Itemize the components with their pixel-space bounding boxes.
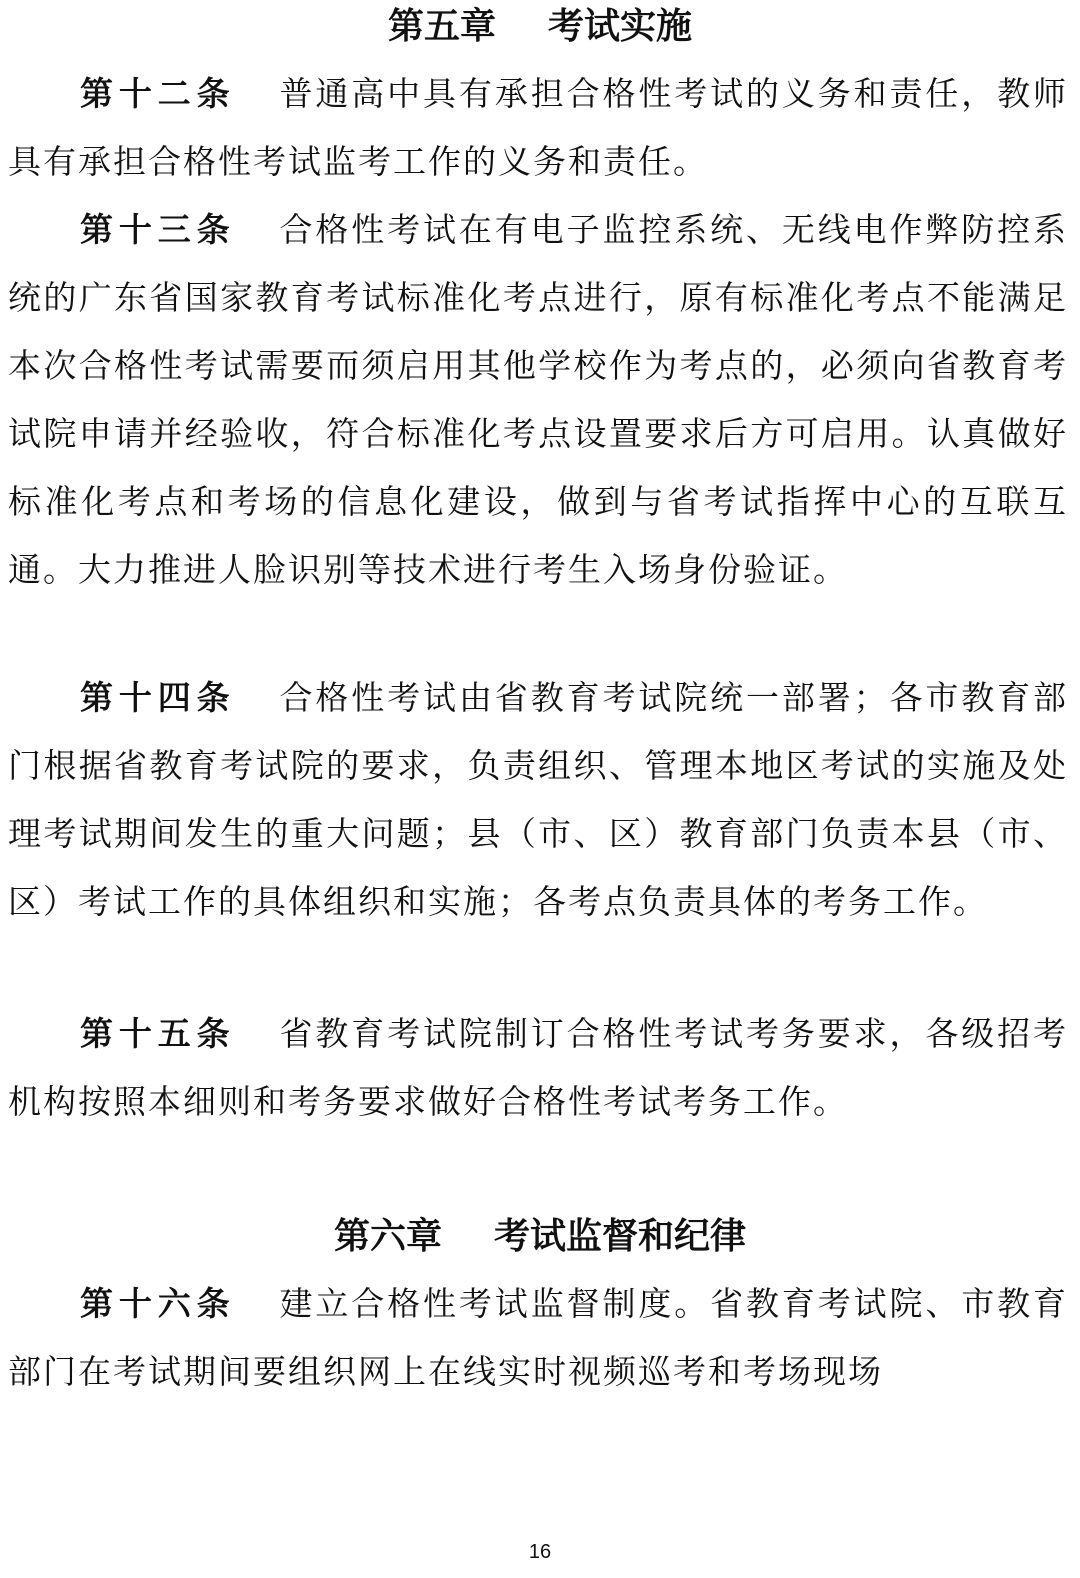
article-14-text: 合格性考试由省教育考试院统一部署；各市教育部门根据省教育考试院的要求，负责组织、管理本地区考试的实施及处理考试期间发生的重大问题；县（市、区）教育部门负责本县（市、区）考试工作的具体组织和实施；各考点负责具体的考务工作。 <box>8 678 1069 921</box>
article-14 <box>8 664 1068 936</box>
chapter-6-title <box>0 1212 1080 1262</box>
article-13 <box>8 196 1068 604</box>
chapter-5-heading: 第五章 <box>387 6 496 47</box>
article-15-text: 省教育考试院制订合格性考试考务要求，各级招考机构按照本细则和考务要求做好合格性考试考务工作。 <box>8 1014 1069 1121</box>
chapter-6-subject: 考试监督和纪律 <box>494 1216 747 1257</box>
page-number: 16 <box>528 1541 552 1563</box>
article-15 <box>8 1000 1068 1136</box>
article-14-number: 第十四条 <box>80 678 236 717</box>
article-13-text: 合格性考试在有电子监控系统、无线电作弊防控系统的广东省国家教育考试标准化考点进行，原有标准化考点不能满足本次合格性考试需要而须启用其他学校作为考点的，必须向省教育考试院申请并经验收，符合标准化考点设置要求后方可启用。认真做好标准化考点和考场的信息化建设，做到与省考试指挥中心的互联互通。大力推进人脸识别等技术进行考生入场身份验证。 <box>8 210 1069 589</box>
article-12-text: 普通高中具有承担合格性考试的义务和责任，教师具有承担合格性考试监考工作的义务和责任。 <box>8 74 1069 181</box>
article-12 <box>8 60 1068 196</box>
chapter-5-subject: 考试实施 <box>548 6 693 47</box>
chapter-6-heading: 第六章 <box>333 1216 442 1257</box>
article-13-number: 第十三条 <box>80 210 236 249</box>
article-16-text: 建立合格性考试监督制度。省教育考试院、市教育部门在考试期间要组织网上在线实时视频巡考和考场现场 <box>8 1284 1069 1391</box>
article-16-number: 第十六条 <box>80 1284 236 1323</box>
chapter-5-title <box>0 2 1080 52</box>
article-12-number: 第十二条 <box>80 74 236 113</box>
article-15-number: 第十五条 <box>80 1014 236 1053</box>
article-16 <box>8 1270 1068 1406</box>
